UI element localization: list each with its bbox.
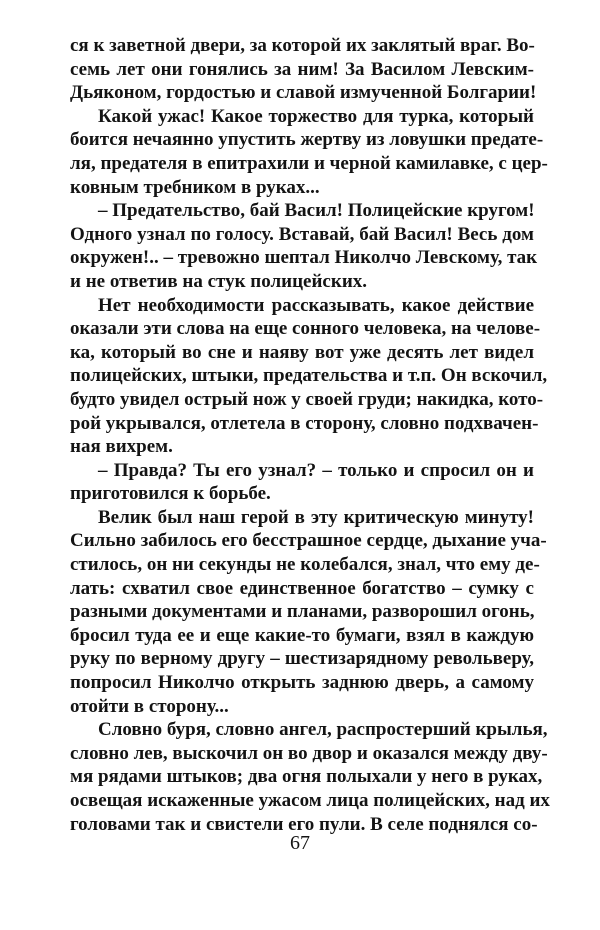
book-page-text	[70, 34, 550, 836]
text-line: и не ответив на стук полицейских.	[70, 270, 368, 292]
text-line: стилось, он ни секунды не колебался, знал, что ему де-	[70, 554, 540, 576]
text-line: ка, который во сне и наяву вот уже десять лет видел	[70, 341, 534, 363]
text-line: будто увидел острый нож у своей груди; накидка, кото-	[70, 388, 544, 410]
text-line: лать: схватил свое единственное богатство – сумку с	[70, 577, 534, 599]
text-line: попросил Николчо открыть заднюю дверь, а самому	[70, 672, 534, 694]
text-line: ля, предателя в епитрахили и черной камилавке, с цер-	[70, 152, 548, 174]
paragraph	[70, 105, 548, 199]
text-line: семь лет они гонялись за ним! За Василом Левским-	[70, 58, 534, 80]
text-line: освещая искаженные ужасом лица полицейских, над их	[70, 790, 550, 811]
text-line: руку по верному другу – шестизарядному револьверу,	[70, 648, 534, 670]
text-line: ся к заветной двери, за которой их заклятый враг. Во-	[70, 35, 535, 56]
text-line: Сильно забилось его бесстрашное сердце, дыхание уча-	[70, 530, 547, 552]
text-line: окружен!.. – тревожно шептал Николчо Левскому, так	[70, 247, 538, 269]
text-line: – Предательство, бай Васил! Полицейские кругом!	[98, 200, 535, 222]
paragraph	[70, 718, 550, 836]
paragraph	[70, 294, 548, 459]
page-number: 67	[290, 832, 310, 854]
text-line: ковным требником в руках...	[70, 176, 320, 198]
text-line: разными документами и планами, разворошил огонь,	[70, 601, 535, 623]
text-line: Одного узнал по голосу. Вставай, бай Васил! Весь дом	[70, 223, 534, 245]
text-line: – Правда? Ты его узнал? – только и спросил он и	[98, 459, 534, 481]
paragraph	[70, 506, 547, 718]
text-line: отойти в сторону...	[70, 695, 229, 717]
text-line: Велик был наш герой в эту критическую минуту!	[98, 506, 534, 528]
text-line: мя рядами штыков; два огня полыхали у него в руках,	[70, 766, 543, 788]
text-line: ная вихрем.	[70, 436, 173, 458]
paragraph	[70, 199, 538, 293]
text-line: боится нечаянно упустить жертву из ловушки предате-	[70, 129, 544, 151]
text-line: Нет необходимости рассказывать, какое действие	[98, 294, 534, 316]
text-line: словно лев, выскочил он во двор и оказался между дву-	[70, 742, 548, 764]
paragraph	[70, 459, 534, 506]
text-line: бросил туда ее и еще какие-то бумаги, взял в каждую	[70, 624, 534, 646]
text-line: рой укрывался, отлетела в сторону, словно подхвачен-	[70, 412, 539, 434]
text-line: оказали эти слова на еще сонного человека, на челове-	[70, 318, 541, 340]
text-line: Какой ужас! Какое торжество для турка, который	[98, 105, 534, 127]
paragraph	[70, 34, 537, 105]
text-line: Дьяконом, гордостью и славой измученной Болгарии!	[70, 82, 537, 104]
text-line: приготовился к борьбе.	[70, 483, 271, 505]
text-line: Словно буря, словно ангел, распростерший крылья,	[98, 719, 548, 741]
text-line: полицейских, штыки, предательства и т.п. Он вскочил,	[70, 365, 548, 387]
text-line: головами так и свистели его пули. В селе поднялся со-	[70, 813, 538, 835]
